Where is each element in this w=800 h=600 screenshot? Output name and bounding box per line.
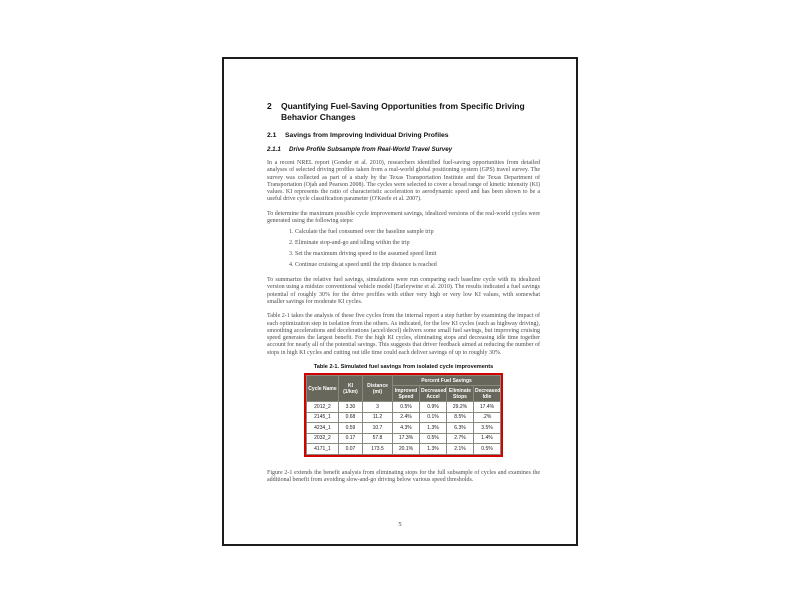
table-block bbox=[267, 364, 540, 462]
table-cell: 0.59 bbox=[338, 423, 362, 434]
table-cell: 1.4% bbox=[473, 433, 500, 444]
table-cell: 1.3% bbox=[419, 444, 446, 455]
table-body bbox=[306, 402, 500, 455]
document-page bbox=[222, 57, 578, 546]
list-item: 1. Calculate the fuel consumed over the baseline sample trip bbox=[295, 229, 540, 236]
table-caption: Table 2-1. Simulated fuel savings from isolated cycle improvements bbox=[313, 364, 494, 371]
paragraph-1: In a recent NREL report (Gonder et al. 2010), researchers identified fuel-saving opportunities from detailed analyses of selected driving profiles taken from a real-world global positioning system (GPS) travel survey. The survey was collected as part of a study by the Texas Transportation Institute and the Texas Department of Transportation (Ojah and Pearson 2008). The cycles were selected to cover a broad range of kinetic intensity (KI) values. KI represents the ratio of characteristic acceleration to aerodynamic speed and has been shown to be a useful drive cycle classification parameter (O'Keefe et al. 2007). bbox=[267, 160, 540, 203]
table-cell: .2% bbox=[473, 412, 500, 423]
table-cell: 17.4% bbox=[473, 402, 500, 413]
table-cell: 8.5% bbox=[446, 412, 473, 423]
table-cell: 3 bbox=[362, 402, 392, 413]
table-cell: 6.3% bbox=[446, 423, 473, 434]
table-cell: 4171_1 bbox=[306, 444, 338, 455]
sub-header-eliminate-stops: Eliminate Stops bbox=[446, 386, 473, 402]
subsubsection-title: Drive Profile Subsample from Real-World Travel Survey bbox=[289, 146, 453, 153]
highlight-annotation-box bbox=[304, 373, 503, 457]
subsection-title: Savings from Improving Individual Driving Profiles bbox=[285, 132, 449, 139]
group-header-percent-fuel-savings: Percent Fuel Savings bbox=[392, 376, 500, 386]
steps-list bbox=[267, 229, 540, 269]
subsection-heading bbox=[267, 132, 540, 140]
table-cell: 2.1% bbox=[446, 444, 473, 455]
table-cell: 10.7 bbox=[362, 423, 392, 434]
paragraph-3: Table 2-1 takes the analysis of these five cycles from the internal report a step further by examining the impact of each optimization step in isolation from the others. As indicated, for the low KI cycles (such as highway driving), smoothing accelerations and decelerations (accel/decel) delivers some small fuel savings, but improving cruising speed generates the largest benefit. For the high KI cycles, eliminating stops and decreasing idle time together account for nearly all of the potential savings. This suggests that driver feedback aimed at reducing the number of stops in high KI cycles and cutting out idle time could each deliver savings of up to roughly 30%. bbox=[267, 313, 540, 356]
table-cell: 0.1% bbox=[419, 412, 446, 423]
table-cell: 3.5% bbox=[473, 423, 500, 434]
table-row bbox=[306, 444, 500, 455]
table-cell: 20.1% bbox=[392, 444, 419, 455]
table-cell: 0.17 bbox=[338, 433, 362, 444]
table-cell: 0.9% bbox=[419, 402, 446, 413]
table-cell: 11.2 bbox=[362, 412, 392, 423]
section-title: Quantifying Fuel-Saving Opportunities from Specific Driving Behavior Changes bbox=[281, 101, 525, 122]
table-cell: 17.3% bbox=[392, 433, 419, 444]
table-cell: 29.2% bbox=[446, 402, 473, 413]
subsection-number: 2.1 bbox=[267, 132, 277, 139]
table-cell: 1.3% bbox=[419, 423, 446, 434]
subsubsection-number: 2.1.1 bbox=[267, 146, 281, 153]
table-cell: 0.5% bbox=[419, 433, 446, 444]
col-header-cycle-name: Cycle Name bbox=[306, 376, 338, 402]
table-cell: 173.5 bbox=[362, 444, 392, 455]
section-number: 2 bbox=[267, 101, 272, 111]
table-cell: 0.5% bbox=[392, 402, 419, 413]
subsubsection-heading bbox=[267, 146, 540, 154]
table-cell: 0.07 bbox=[338, 444, 362, 455]
table-cell: 2145_1 bbox=[306, 412, 338, 423]
page-number: 5 bbox=[398, 521, 402, 528]
table-cell: 3.30 bbox=[338, 402, 362, 413]
list-item: 3. Set the maximum driving speed to the assumed speed limit bbox=[295, 251, 540, 258]
page-content bbox=[224, 59, 576, 484]
table-row bbox=[306, 402, 500, 413]
table-row bbox=[306, 412, 500, 423]
fuel-savings-table bbox=[306, 375, 501, 455]
sub-header-improved-speed: Improved Speed bbox=[392, 386, 419, 402]
table-row bbox=[306, 423, 500, 434]
list-item: 2. Eliminate stop-and-go and idling within the trip bbox=[295, 240, 540, 247]
table-cell: 2.7% bbox=[446, 433, 473, 444]
sub-header-decreased-idle: Decreased Idle bbox=[474, 387, 501, 400]
table-cell: 2012_2 bbox=[306, 402, 338, 413]
table-cell: 2032_2 bbox=[306, 433, 338, 444]
list-item: 4. Continue cruising at speed until the trip distance is reached bbox=[295, 262, 540, 269]
section-heading bbox=[267, 101, 540, 123]
list-intro: To determine the maximum possible cycle improvement savings, idealized versions of the real-world cycles were generated using the following steps: bbox=[267, 210, 540, 225]
table-cell: 0.5% bbox=[473, 444, 500, 455]
table-cell: 57.8 bbox=[362, 433, 392, 444]
paragraph-4: Figure 2-1 extends the benefit analysis from eliminating stops for the full subsample of cycles and examines the additional benefit from avoiding slow-and-go driving below various speed thresholds. bbox=[267, 469, 540, 483]
table-cell: 0.68 bbox=[338, 412, 362, 423]
table-cell: 2.4% bbox=[392, 412, 419, 423]
table-row bbox=[306, 433, 500, 444]
sub-header-decreased-accel: Decreased Accel bbox=[420, 387, 447, 400]
paragraph-2: To summarize the relative fuel savings, simulations were run comparing each baseline cycle with its idealized version using a midsize conventional vehicle model (Earleywine et al. 2010). The results indicated a fuel savings potential of roughly 30% for the drive profiles with either very high or very low KI values, with somewhat smaller savings for moderate KI cycles. bbox=[267, 277, 540, 305]
col-header-distance: Distance (mi) bbox=[362, 376, 392, 402]
col-header-ki: KI (1/km) bbox=[338, 376, 362, 402]
table-cell: 4.3% bbox=[392, 423, 419, 434]
table-cell: 4234_1 bbox=[306, 423, 338, 434]
